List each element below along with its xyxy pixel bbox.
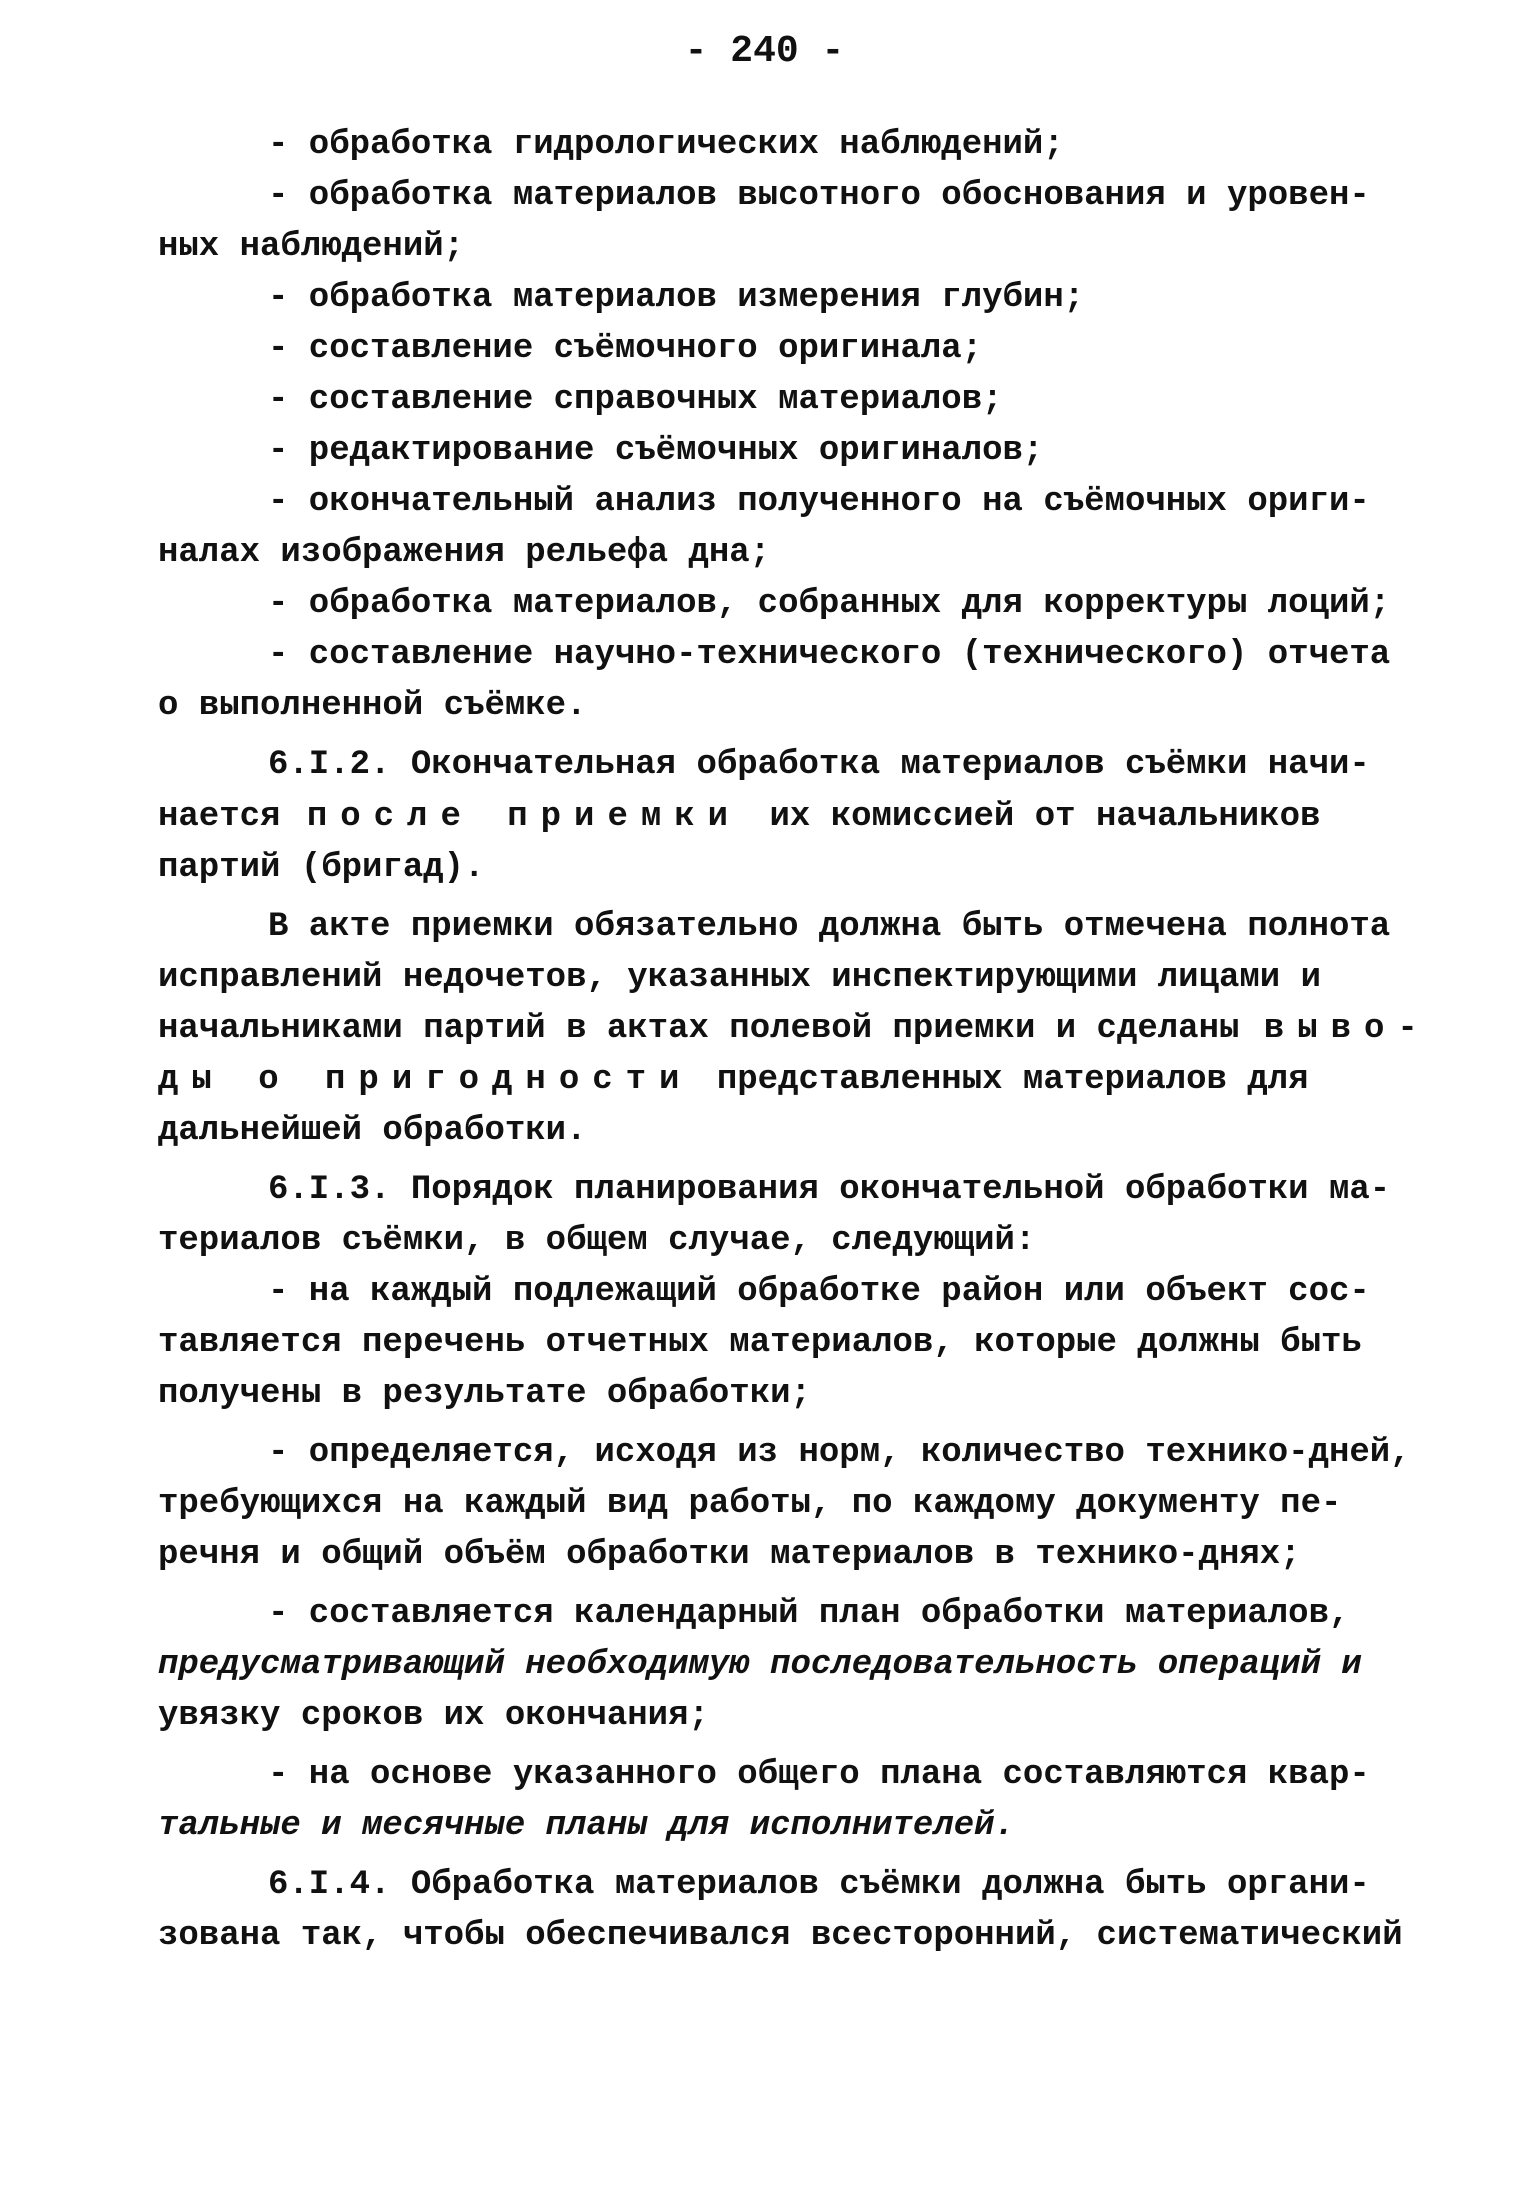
- text-line: - составление справочных материалов;: [268, 381, 1003, 419]
- text-fragment: их комиссией от начальников: [769, 798, 1321, 836]
- text-line: - составляется календарный план обработки материалов,: [268, 1595, 1350, 1633]
- text-line: предусматривающий необходимую последовательность операций и: [158, 1646, 1362, 1684]
- text-fragment: начальниками партий в актах полевой приемки и сделаны: [158, 1010, 1240, 1048]
- text-line: - на каждый подлежащий обработке район или объект сос-: [268, 1273, 1370, 1311]
- text-line: [158, 1055, 1309, 1105]
- text-line: - редактирование съёмочных оригиналов;: [268, 432, 1044, 470]
- text-line: зована так, чтобы обеспечивался всесторонний, систематический: [158, 1917, 1403, 1955]
- text-line: дальнейшей обработки.: [158, 1112, 587, 1150]
- text-line: - обработка материалов высотного обоснования и уровен-: [268, 177, 1370, 215]
- text-line: териалов съёмки, в общем случае, следующий:: [158, 1222, 1036, 1260]
- text-line: партий (бригад).: [158, 849, 485, 887]
- text-line: речня и общий объём обработки материалов в технико-днях;: [158, 1536, 1301, 1574]
- text-fragment: представленных материалов для: [716, 1061, 1309, 1099]
- text-line: увязку сроков их окончания;: [158, 1697, 709, 1735]
- section-heading-6-1-3: 6.I.3. Порядок планирования окончательной обработки ма-: [268, 1171, 1391, 1209]
- text-line: - обработка материалов измерения глубин;: [268, 279, 1085, 317]
- spaced-emphasis: после приемки: [306, 798, 742, 836]
- text-line: - на основе указанного общего плана составляются квар-: [268, 1756, 1370, 1794]
- text-line: - обработка гидрологических наблюдений;: [268, 126, 1064, 164]
- text-line: ных наблюдений;: [158, 228, 465, 266]
- text-line: тальные и месячные планы для исполнителей.: [158, 1807, 1015, 1845]
- text-line: В акте приемки обязательно должна быть отмечена полнота: [268, 908, 1391, 946]
- spaced-emphasis: выво-: [1263, 1010, 1431, 1048]
- text-line: тавляется перечень отчетных материалов, которые должны быть: [158, 1324, 1362, 1362]
- section-heading-6-1-2: [268, 740, 1370, 790]
- text-line: исправлений недочетов, указанных инспектирующими лицами и: [158, 959, 1321, 997]
- text-line: о выполненной съёмке.: [158, 687, 587, 725]
- text-line: [158, 1004, 1431, 1054]
- text-line: - составление съёмочного оригинала;: [268, 330, 983, 368]
- text-fragment: нается: [158, 798, 281, 836]
- section-heading-text: 6.I.2. Окончательная обработка материалов съёмки начи-: [268, 746, 1370, 784]
- text-line: [158, 792, 1320, 842]
- page-number: - 240 -: [684, 30, 845, 73]
- text-line: - составление научно-технического (технического) отчета: [268, 636, 1391, 674]
- text-line: - окончательный анализ полученного на съёмочных ориги-: [268, 483, 1370, 521]
- spaced-emphasis: ды о пригодности: [158, 1061, 693, 1099]
- text-line: - определяется, исходя из норм, количество технико-дней,: [268, 1434, 1411, 1472]
- text-line: получены в результате обработки;: [158, 1375, 811, 1413]
- text-line: - обработка материалов, собранных для корректуры лоций;: [268, 585, 1391, 623]
- text-line: требующихся на каждый вид работы, по каждому документу пе-: [158, 1485, 1342, 1523]
- text-line: налах изображения рельефа дна;: [158, 534, 771, 572]
- section-heading-6-1-4: 6.I.4. Обработка материалов съёмки должна быть органи-: [268, 1866, 1370, 1904]
